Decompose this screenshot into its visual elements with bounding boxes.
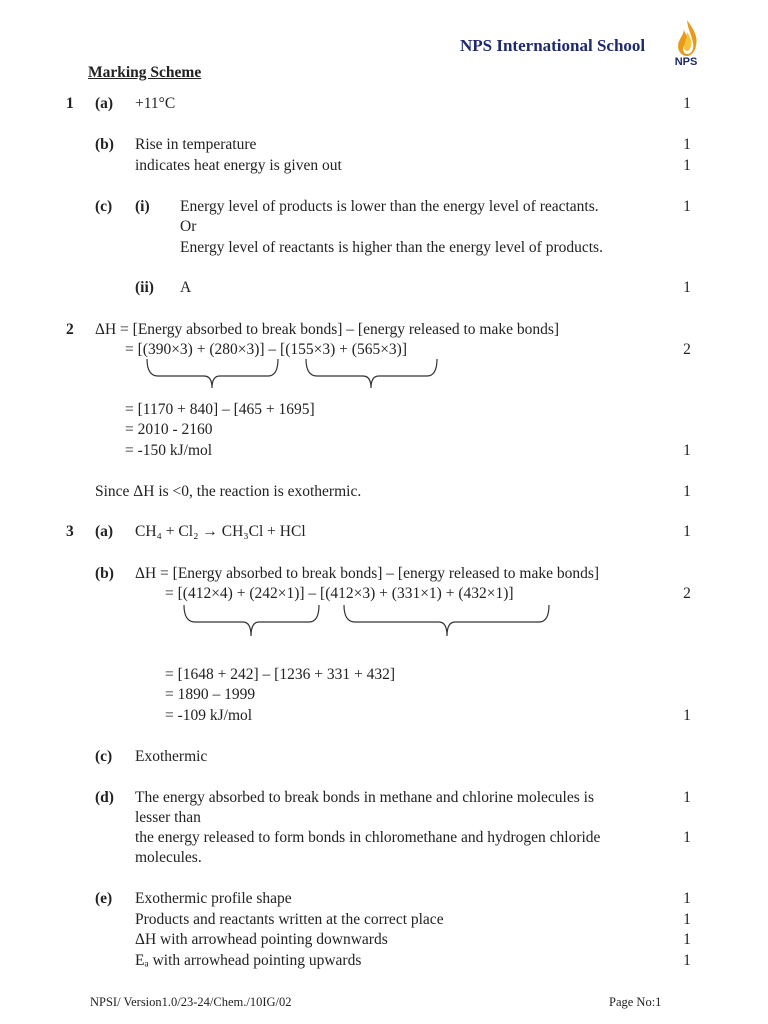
q3b-line4: = 1890 – 1999 xyxy=(165,686,256,703)
q2-conclusion: Since ΔH is <0, the reaction is exothermic. xyxy=(95,483,362,500)
q3b-line2: = [(412×4) + (242×1)] – [(412×3) + (331×1) + (432×1)] xyxy=(165,585,514,602)
q2-conclusion-mark: 1 xyxy=(683,483,691,500)
q3e-mark-1: 1 xyxy=(683,890,691,907)
q3d-line1: The energy absorbed to break bonds in methane and chlorine molecules is xyxy=(135,789,594,806)
q1ci-line3: Energy level of reactants is higher than the energy level of products. xyxy=(180,239,603,256)
q3d-label: (d) xyxy=(95,789,114,806)
q2-line2: = [(390×3) + (280×3)] – [(155×3) + (565×3)] xyxy=(125,341,408,358)
q3-brace-right xyxy=(343,604,555,644)
footer-page-number: Page No:1 xyxy=(609,995,662,1009)
school-name: NPS International School xyxy=(460,36,646,55)
q2-line5: = -150 kJ/mol xyxy=(125,442,213,459)
question-number-1: 1 xyxy=(66,95,74,112)
q3d-mark2: 1 xyxy=(683,829,691,846)
q1b-mark2: 1 xyxy=(683,157,691,174)
question-number-2: 2 xyxy=(66,321,74,338)
q3b-line1: ΔH = [Energy absorbed to break bonds] – [energy released to make bonds] xyxy=(135,565,600,582)
q3b-label: (b) xyxy=(95,565,114,582)
q3b-mark2: 2 xyxy=(683,585,691,602)
q3d-line3: the energy released to form bonds in chloromethane and hydrogen chloride xyxy=(135,829,601,846)
q3b-line5: = -109 kJ/mol xyxy=(165,707,253,724)
q1b-label: (b) xyxy=(95,136,114,153)
q2-line1: ΔH = [Energy absorbed to break bonds] – [energy released to make bonds] xyxy=(95,321,560,338)
q3b-mark5: 1 xyxy=(683,707,691,724)
q3b-line3: = [1648 + 242] – [1236 + 331 + 432] xyxy=(165,666,395,683)
q3e-mark-3: 1 xyxy=(683,931,691,948)
q1ci-line1: Energy level of products is lower than the energy level of reactants. xyxy=(180,198,599,215)
q1cii-mark: 1 xyxy=(683,279,691,296)
q2-line4: = 2010 - 2160 xyxy=(125,421,213,438)
q2-mark5: 1 xyxy=(683,442,691,459)
q3c-answer: Exothermic xyxy=(135,748,208,765)
q1a-label: (a) xyxy=(95,95,114,112)
q3a-equation: CH₄ + Cl₂ → CH₃Cl + HCl xyxy=(135,523,306,540)
q1b-mark1: 1 xyxy=(683,136,691,153)
q1a-answer: +11°C xyxy=(135,95,176,112)
q2-brace-right xyxy=(305,358,439,394)
q1c-label: (c) xyxy=(95,198,113,215)
q3d-line2: lesser than xyxy=(135,809,201,826)
q1cii-label: (ii) xyxy=(135,279,154,296)
footer-doc-code: NPSI/ Version1.0/23-24/Chem./10IG/02 xyxy=(90,995,292,1009)
q1cii-answer: A xyxy=(180,279,192,296)
q1ci-label: (i) xyxy=(135,198,150,215)
q3a-label: (a) xyxy=(95,523,114,540)
q3e-label: (e) xyxy=(95,890,113,907)
q3d-mark1: 1 xyxy=(683,789,691,806)
q2-brace-left xyxy=(146,358,280,394)
q3-brace-left xyxy=(183,604,323,644)
q3c-label: (c) xyxy=(95,748,113,765)
q3e-point-3: ΔH with arrowhead pointing downwards xyxy=(135,931,388,948)
q1a-mark: 1 xyxy=(683,95,691,112)
q3e-point-4: Eₐ with arrowhead pointing upwards xyxy=(135,952,362,969)
q3e-point-1: Exothermic profile shape xyxy=(135,890,292,907)
q3d-line4: molecules. xyxy=(135,849,202,866)
q3e-point-2: Products and reactants written at the correct place xyxy=(135,911,444,928)
logo-text: NPS xyxy=(674,56,698,68)
q3a-mark: 1 xyxy=(683,523,691,540)
q1ci-mark: 1 xyxy=(683,198,691,215)
q3e-mark-4: 1 xyxy=(683,952,691,969)
q1b-line2: indicates heat energy is given out xyxy=(135,157,342,174)
q2-mark2: 2 xyxy=(683,341,691,358)
q1ci-line2: Or xyxy=(180,218,197,235)
q1b-line1: Rise in temperature xyxy=(135,136,257,153)
q3e-mark-2: 1 xyxy=(683,911,691,928)
page-title: Marking Scheme xyxy=(88,64,202,81)
question-number-3: 3 xyxy=(66,523,74,540)
q2-line3: = [1170 + 840] – [465 + 1695] xyxy=(125,401,315,418)
